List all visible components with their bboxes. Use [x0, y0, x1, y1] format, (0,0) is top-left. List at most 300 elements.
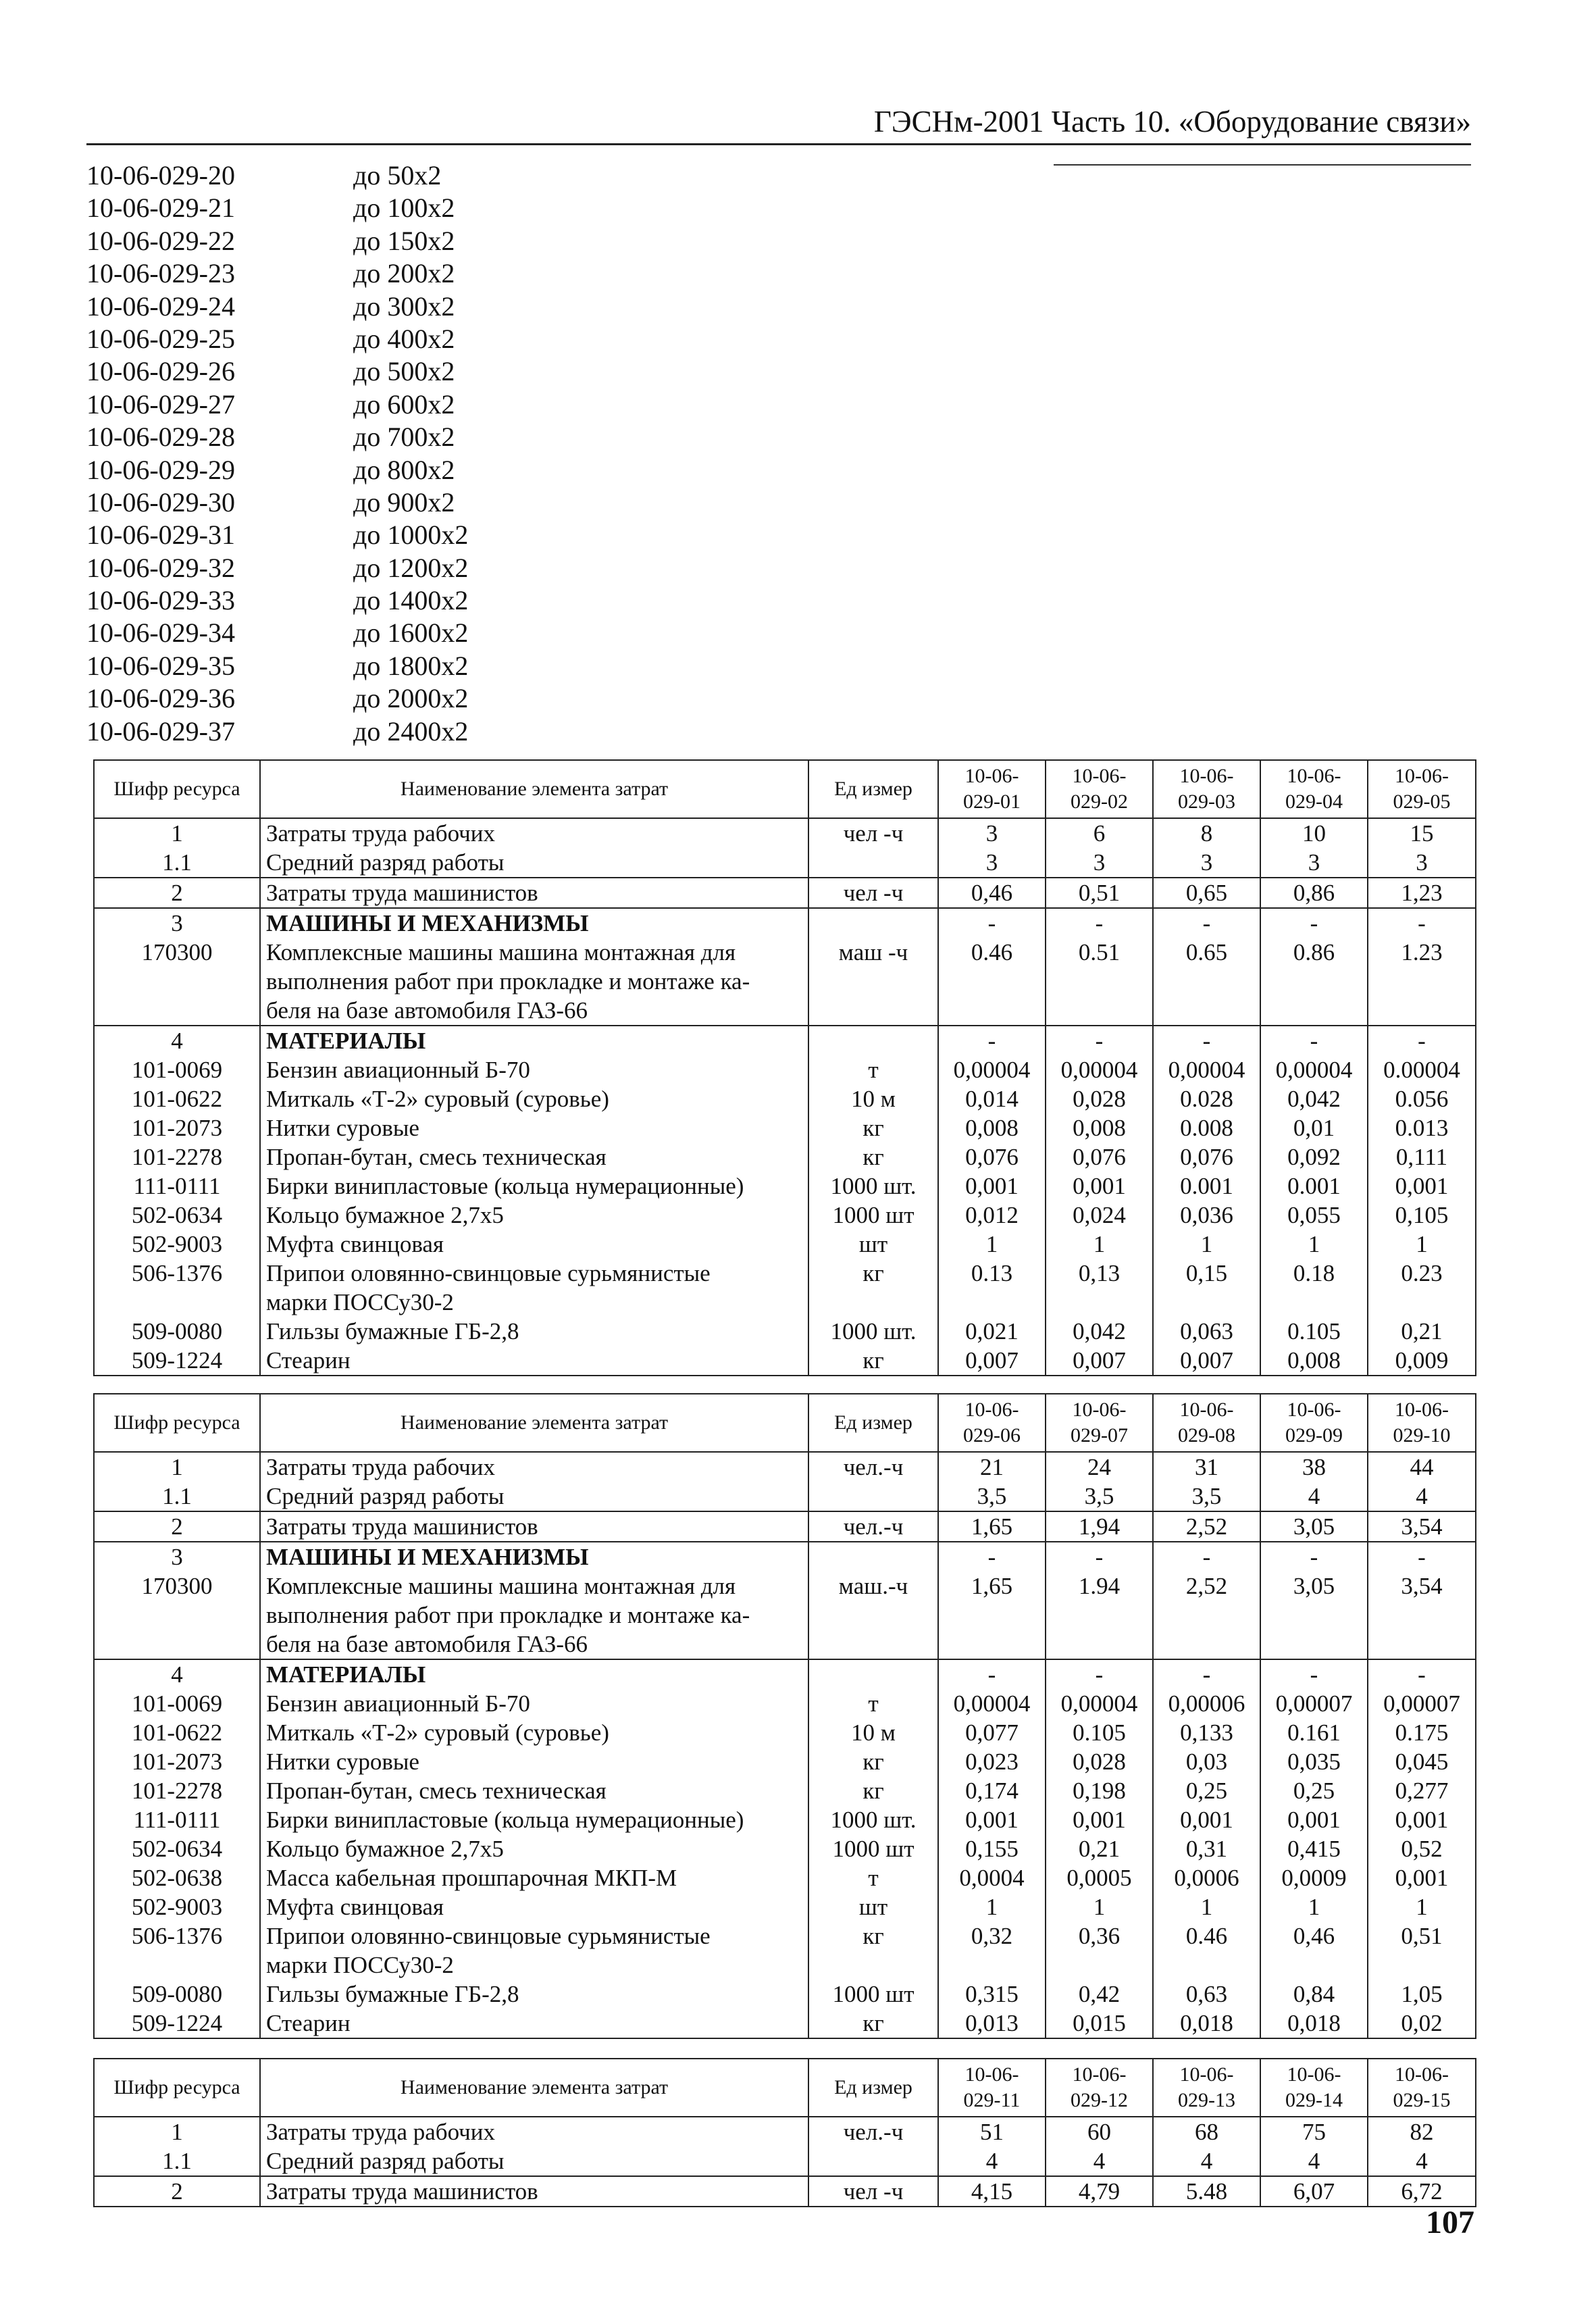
resource-name-line: МАШИНЫ И МЕХАНИЗМЫ — [266, 910, 589, 936]
resource-name-line: Муфта свинцовая — [266, 1231, 444, 1257]
resource-name-line: Пропан-бутан, смесь техническая — [266, 1144, 607, 1170]
resource-value: 3,54 — [1368, 1511, 1476, 1542]
header-unit: Ед измер — [808, 2059, 938, 2117]
resource-value: 4 — [1153, 2146, 1260, 2176]
resource-value: 0,092 — [1260, 1142, 1368, 1172]
code-list-item — [86, 355, 468, 388]
resource-name — [260, 1747, 808, 1776]
resource-value: 0,0009 — [1260, 1863, 1368, 1892]
code-list-item — [86, 159, 468, 192]
code-list-code: 10-06-029-33 — [86, 585, 235, 616]
resource-value: 0,315 — [938, 1980, 1046, 2009]
resource-unit — [808, 848, 938, 878]
table-row — [94, 2009, 1476, 2038]
resource-value: 0,013 — [938, 2009, 1046, 2038]
resource-value: 0.86 — [1260, 938, 1368, 1026]
resource-code: 509-0080 — [94, 1980, 260, 2009]
resource-unit: 10 м — [808, 1084, 938, 1113]
resource-value: 0,155 — [938, 1834, 1046, 1863]
resource-name-line: Комплексные машины машина монтажная для — [266, 1573, 736, 1599]
header-column-code — [1153, 1394, 1260, 1452]
resource-value: - — [1046, 908, 1153, 938]
resource-code: 509-1224 — [94, 2009, 260, 2038]
resource-name-line: Затраты труда рабочих — [266, 2119, 495, 2145]
table-row — [94, 1346, 1476, 1376]
resource-value: 0,001 — [1368, 1172, 1476, 1201]
resource-name — [260, 1571, 808, 1659]
code-list-desc: до 800x2 — [353, 454, 455, 485]
code-list-code: 10-06-029-26 — [86, 356, 235, 387]
table-row — [94, 2146, 1476, 2176]
table-row — [94, 1113, 1476, 1142]
resource-name-line: Гильзы бумажные ГБ-2,8 — [266, 1318, 519, 1344]
resource-code: 101-2073 — [94, 1747, 260, 1776]
resource-value: 0,028 — [1046, 1084, 1153, 1113]
resource-name-line: Кольцо бумажное 2,7x5 — [266, 1836, 504, 1862]
resource-name-line: беля на базе автомобиля ГАЗ-66 — [266, 997, 588, 1024]
resource-unit: 1000 шт — [808, 1834, 938, 1863]
resource-value: 4,79 — [1046, 2176, 1153, 2207]
resource-value: 0,009 — [1368, 1346, 1476, 1376]
resource-value: 75 — [1260, 2117, 1368, 2146]
resource-code: 4 — [94, 1659, 260, 1689]
code-list-item — [86, 486, 468, 519]
header-code: Шифр ресурса — [94, 2059, 260, 2117]
resource-value: 0,023 — [938, 1747, 1046, 1776]
code-list-item — [86, 454, 468, 486]
resource-code: 1 — [94, 2117, 260, 2146]
resource-value: 0.161 — [1260, 1718, 1368, 1747]
resource-code: 502-0634 — [94, 1834, 260, 1863]
resource-value: 1 — [938, 1230, 1046, 1259]
table-row — [94, 2117, 1476, 2146]
resource-value: 0,03 — [1153, 1747, 1260, 1776]
header-column-code-line: 029-11 — [963, 2089, 1021, 2111]
resource-name — [260, 1892, 808, 1921]
resource-value: 4 — [938, 2146, 1046, 2176]
resource-value: 1 — [1368, 1892, 1476, 1921]
resource-unit: шт — [808, 1892, 938, 1921]
resource-value: 0,045 — [1368, 1747, 1476, 1776]
resource-value: 1.23 — [1368, 938, 1476, 1026]
table-row — [94, 1542, 1476, 1571]
resource-unit: 10 м — [808, 1718, 938, 1747]
code-list-item — [86, 682, 468, 715]
code-list-code: 10-06-029-28 — [86, 422, 235, 453]
resource-code: 111-0111 — [94, 1805, 260, 1834]
resource-name-line: МАШИНЫ И МЕХАНИЗМЫ — [266, 1544, 589, 1570]
resource-name — [260, 1805, 808, 1834]
resource-value: 4 — [1368, 2146, 1476, 2176]
table-row — [94, 1172, 1476, 1201]
resource-name-line: выполнения работ при прокладке и монтаже ка- — [266, 1602, 750, 1628]
resource-value: 0,15 — [1153, 1259, 1260, 1317]
resource-name — [260, 1172, 808, 1201]
code-list-item — [86, 323, 468, 355]
header-column-code — [1260, 2059, 1368, 2117]
resource-value: 0,00004 — [1153, 1055, 1260, 1084]
resource-code: 170300 — [94, 1571, 260, 1659]
resource-name-line: Затраты труда рабочих — [266, 820, 495, 847]
header-column-code-line: 029-07 — [1071, 1424, 1128, 1447]
table-row — [94, 1259, 1476, 1317]
resource-value: 3,5 — [1046, 1482, 1153, 1511]
resource-code: 3 — [94, 908, 260, 938]
resource-name — [260, 1863, 808, 1892]
resource-value: 6,72 — [1368, 2176, 1476, 2207]
code-list-code: 10-06-029-22 — [86, 225, 235, 256]
resource-value: 0,111 — [1368, 1142, 1476, 1172]
resource-name — [260, 1718, 808, 1747]
resource-value: 0,042 — [1260, 1084, 1368, 1113]
resource-code: 502-9003 — [94, 1230, 260, 1259]
code-list-desc: до 1400x2 — [353, 585, 469, 616]
resource-value: 3,54 — [1368, 1571, 1476, 1659]
resource-value: 1,65 — [938, 1571, 1046, 1659]
resource-name-line: беля на базе автомобиля ГАЗ-66 — [266, 1631, 588, 1657]
resource-value: 2,52 — [1153, 1571, 1260, 1659]
code-list-desc: до 1000x2 — [353, 520, 469, 551]
resource-unit: маш.-ч — [808, 1571, 938, 1659]
resource-name-line: Комплексные машины машина монтажная для — [266, 939, 736, 965]
resource-value: 4,15 — [938, 2176, 1046, 2207]
resource-value: 0.105 — [1046, 1718, 1153, 1747]
resource-code: 2 — [94, 2176, 260, 2207]
resource-value: 0,001 — [1368, 1863, 1476, 1892]
code-list-desc: до 1200x2 — [353, 552, 469, 583]
resource-value: - — [1046, 1542, 1153, 1571]
page-header — [86, 100, 1471, 145]
resource-value: 0,00007 — [1260, 1689, 1368, 1718]
header-column-code — [1368, 1394, 1476, 1452]
resource-value: 3 — [1046, 848, 1153, 878]
resource-code: 101-0069 — [94, 1689, 260, 1718]
header-column-code-line: 10-06- — [1072, 2063, 1127, 2086]
resource-value: 0,174 — [938, 1776, 1046, 1805]
resource-value: 0,024 — [1046, 1201, 1153, 1230]
resource-value: 0,001 — [1368, 1805, 1476, 1834]
resource-value: 0,36 — [1046, 1921, 1153, 1980]
resource-value: 0.056 — [1368, 1084, 1476, 1113]
resource-value: 0,014 — [938, 1084, 1046, 1113]
code-list-desc: до 400x2 — [353, 323, 455, 354]
resource-value: - — [1260, 1026, 1368, 1055]
resource-unit: 1000 шт — [808, 1201, 938, 1230]
resource-value: 0.46 — [1153, 1921, 1260, 1980]
resource-unit — [808, 1659, 938, 1689]
resource-value: 1 — [1153, 1230, 1260, 1259]
resource-value: - — [1260, 908, 1368, 938]
resource-value: 0.028 — [1153, 1084, 1260, 1113]
resource-value: 0,84 — [1260, 1980, 1368, 2009]
resource-value: 3 — [1153, 848, 1260, 878]
resource-value: - — [1260, 1542, 1368, 1571]
resource-value: 0,076 — [938, 1142, 1046, 1172]
resource-code: 502-9003 — [94, 1892, 260, 1921]
resource-code: 4 — [94, 1026, 260, 1055]
code-list-desc: до 2000x2 — [353, 683, 469, 714]
resource-unit — [808, 1026, 938, 1055]
resource-value: - — [938, 1542, 1046, 1571]
resource-name — [260, 1026, 808, 1055]
resource-value: 0,018 — [1153, 2009, 1260, 2038]
resource-value: 0,86 — [1260, 878, 1368, 908]
resource-value: 3 — [938, 848, 1046, 878]
table-row — [94, 1571, 1476, 1659]
resource-name-line: Затраты труда машинистов — [266, 1513, 538, 1540]
resource-value: 60 — [1046, 2117, 1153, 2146]
resource-value: 3 — [1368, 848, 1476, 878]
resource-unit — [808, 2146, 938, 2176]
table-row — [94, 1142, 1476, 1172]
resource-value: 0,035 — [1260, 1747, 1368, 1776]
table-row — [94, 938, 1476, 1026]
resource-value: 0,46 — [938, 878, 1046, 908]
resource-value: 0,25 — [1153, 1776, 1260, 1805]
code-list-code: 10-06-029-37 — [86, 715, 235, 747]
header-unit: Ед измер — [808, 760, 938, 818]
resource-value: 0,042 — [1046, 1317, 1153, 1346]
resource-name-line: Бирки винипластовые (кольца нумерационные) — [266, 1807, 744, 1833]
resource-value: 0.105 — [1260, 1317, 1368, 1346]
resource-unit: шт — [808, 1230, 938, 1259]
header-column-code-line: 10-06- — [964, 2063, 1019, 2086]
resource-value: 0,00006 — [1153, 1689, 1260, 1718]
resource-value: 4 — [1260, 2146, 1368, 2176]
table-row — [94, 1659, 1476, 1689]
resource-value: 8 — [1153, 818, 1260, 848]
resource-name — [260, 908, 808, 938]
table-row — [94, 1747, 1476, 1776]
resource-name-line: Бензин авиационный Б-70 — [266, 1690, 530, 1717]
resource-value: 2,52 — [1153, 1511, 1260, 1542]
resource-name — [260, 1482, 808, 1511]
code-list-desc: до 200x2 — [353, 258, 455, 289]
resource-value: - — [1153, 1659, 1260, 1689]
code-list-item — [86, 257, 468, 290]
resource-value: - — [1368, 908, 1476, 938]
table-row — [94, 1689, 1476, 1718]
table-row — [94, 1084, 1476, 1113]
resource-value: 1 — [1046, 1230, 1153, 1259]
resource-name — [260, 1259, 808, 1317]
resource-code: 502-0634 — [94, 1201, 260, 1230]
resource-value: 0,036 — [1153, 1201, 1260, 1230]
resource-code: 1.1 — [94, 2146, 260, 2176]
resource-code: 1.1 — [94, 848, 260, 878]
resource-code: 111-0111 — [94, 1172, 260, 1201]
header-column-code-line: 10-06- — [1395, 1399, 1449, 1421]
resource-name-line: Припои оловянно-свинцовые сурьмянистые — [266, 1923, 711, 1949]
resource-unit: чел -ч — [808, 818, 938, 848]
resource-name — [260, 848, 808, 878]
header-column-code-line: 10-06- — [1179, 1399, 1234, 1421]
resource-name-line: МАТЕРИАЛЫ — [266, 1661, 426, 1688]
resource-name-line: Муфта свинцовая — [266, 1894, 444, 1920]
resource-name — [260, 1689, 808, 1718]
resource-value: 0,00004 — [1046, 1689, 1153, 1718]
resource-code: 101-0622 — [94, 1084, 260, 1113]
resource-name — [260, 1921, 808, 1980]
resource-name — [260, 1346, 808, 1376]
header-column-code-line: 029-10 — [1393, 1424, 1451, 1447]
resource-name — [260, 2009, 808, 2038]
resource-value: 0,021 — [938, 1317, 1046, 1346]
resource-value: 0,001 — [1046, 1172, 1153, 1201]
resource-value: 0,076 — [1046, 1142, 1153, 1172]
code-list-desc: до 600x2 — [353, 388, 455, 420]
table-row — [94, 1201, 1476, 1230]
resource-unit: т — [808, 1863, 938, 1892]
resource-value: 0,00004 — [938, 1055, 1046, 1084]
resource-code: 1 — [94, 1452, 260, 1482]
resource-value: 0,105 — [1368, 1201, 1476, 1230]
resource-value: 0,0005 — [1046, 1863, 1153, 1892]
resource-table-3 — [93, 2058, 1476, 2207]
header-column-code — [1046, 760, 1153, 818]
resource-name — [260, 1834, 808, 1863]
resource-value: 0,51 — [1046, 878, 1153, 908]
code-list-code: 10-06-029-34 — [86, 618, 235, 649]
resource-unit: 1000 шт. — [808, 1172, 938, 1201]
resource-name — [260, 1055, 808, 1084]
resource-value: - — [1368, 1542, 1476, 1571]
code-list-item — [86, 225, 468, 257]
resource-name-line: Затраты труда машинистов — [266, 2178, 538, 2205]
resource-value: 38 — [1260, 1452, 1368, 1482]
resource-value: 1,23 — [1368, 878, 1476, 908]
header-column-code-line: 10-06- — [1179, 765, 1234, 787]
resource-value: 0.001 — [1153, 1172, 1260, 1201]
resource-name — [260, 1511, 808, 1542]
resource-value: 0.001 — [1260, 1172, 1368, 1201]
resource-value: 4 — [1260, 1482, 1368, 1511]
resource-value: - — [1153, 908, 1260, 938]
header-column-code — [1153, 2059, 1260, 2117]
resource-name-line: Масса кабельная прошпарочная МКП-М — [266, 1865, 677, 1891]
header-column-code-line: 029-13 — [1178, 2089, 1235, 2111]
resource-unit: кг — [808, 1921, 938, 1980]
resource-value: 4 — [1046, 2146, 1153, 2176]
resource-value: 0,008 — [1046, 1113, 1153, 1142]
header-divider — [1054, 164, 1471, 166]
resource-name — [260, 1542, 808, 1571]
resource-unit — [808, 1482, 938, 1511]
header-name: Наименование элемента затрат — [260, 1394, 808, 1452]
resource-value: 0.175 — [1368, 1718, 1476, 1747]
resource-unit: 1000 шт. — [808, 1805, 938, 1834]
header-name: Наименование элемента затрат — [260, 760, 808, 818]
table-row — [94, 1718, 1476, 1747]
resource-value: 0.51 — [1046, 938, 1153, 1026]
code-list-desc: до 700x2 — [353, 422, 455, 453]
code-list-desc: до 300x2 — [353, 291, 455, 322]
header-column-code-line: 029-08 — [1178, 1424, 1235, 1447]
resource-name-line: Средний разряд работы — [266, 1483, 505, 1509]
resource-unit: 1000 шт — [808, 1980, 938, 2009]
resource-value: 0.46 — [938, 938, 1046, 1026]
resource-value: 0,012 — [938, 1201, 1046, 1230]
resource-value: 5.48 — [1153, 2176, 1260, 2207]
header-column-code-line: 029-15 — [1393, 2089, 1451, 2111]
resource-unit: чел.-ч — [808, 1452, 938, 1482]
resource-value: 0,018 — [1260, 2009, 1368, 2038]
resource-value: 0,015 — [1046, 2009, 1153, 2038]
resource-unit: кг — [808, 1142, 938, 1172]
header-column-code-line: 10-06- — [1287, 2063, 1341, 2086]
resource-value: 0,42 — [1046, 1980, 1153, 2009]
resource-value: 0,028 — [1046, 1747, 1153, 1776]
header-column-code — [1260, 1394, 1368, 1452]
resource-code: 101-2278 — [94, 1776, 260, 1805]
code-list-code: 10-06-029-30 — [86, 486, 235, 518]
resource-value: 0,63 — [1153, 1980, 1260, 2009]
code-list-code: 10-06-029-24 — [86, 291, 235, 322]
code-list-item — [86, 291, 468, 323]
resource-value: 1,65 — [938, 1511, 1046, 1542]
resource-value: 10 — [1260, 818, 1368, 848]
table-row — [94, 818, 1476, 848]
resource-unit — [808, 1542, 938, 1571]
header-column-code — [1368, 760, 1476, 818]
resource-code: 101-0622 — [94, 1718, 260, 1747]
header-code: Шифр ресурса — [94, 760, 260, 818]
resource-value: 0,25 — [1260, 1776, 1368, 1805]
resource-name — [260, 878, 808, 908]
resource-name-line: Нитки суровые — [266, 1749, 419, 1775]
header-code: Шифр ресурса — [94, 1394, 260, 1452]
header-column-code — [1046, 1394, 1153, 1452]
resource-value: 51 — [938, 2117, 1046, 2146]
resource-code: 509-1224 — [94, 1346, 260, 1376]
resource-value: - — [938, 908, 1046, 938]
table-row — [94, 2176, 1476, 2207]
header-column-code — [938, 760, 1046, 818]
resource-unit: кг — [808, 1776, 938, 1805]
resource-table-1 — [93, 759, 1476, 1376]
resource-value: 0,198 — [1046, 1776, 1153, 1805]
resource-value: 0,001 — [1153, 1805, 1260, 1834]
resource-value: 0,077 — [938, 1718, 1046, 1747]
header-column-code-line: 029-09 — [1285, 1424, 1343, 1447]
resource-value: 3,5 — [938, 1482, 1046, 1511]
resource-value: 68 — [1153, 2117, 1260, 2146]
code-list-desc: до 2400x2 — [353, 715, 469, 747]
header-column-code — [1260, 760, 1368, 818]
resource-value: - — [1260, 1659, 1368, 1689]
resource-code: 1.1 — [94, 1482, 260, 1511]
resource-value: - — [1046, 1026, 1153, 1055]
header-unit: Ед измер — [808, 1394, 938, 1452]
resource-value: 3,05 — [1260, 1511, 1368, 1542]
resource-value: 82 — [1368, 2117, 1476, 2146]
header-column-code — [1368, 2059, 1476, 2117]
resource-value: - — [938, 1659, 1046, 1689]
resource-value: 0,007 — [1153, 1346, 1260, 1376]
header-column-code-line: 10-06- — [1395, 2063, 1449, 2086]
resource-name-line: выполнения работ при прокладке и монтаже ка- — [266, 968, 750, 995]
resource-name-line: Средний разряд работы — [266, 2148, 505, 2174]
resource-name-line: Бензин авиационный Б-70 — [266, 1057, 530, 1083]
code-list-item — [86, 192, 468, 224]
header-column-code — [938, 2059, 1046, 2117]
code-list-item — [86, 421, 468, 453]
resource-value: 1 — [1260, 1230, 1368, 1259]
resource-unit: чел -ч — [808, 2176, 938, 2207]
code-list-desc: до 500x2 — [353, 356, 455, 387]
code-list-item — [86, 650, 468, 682]
table-header-row — [94, 760, 1476, 818]
